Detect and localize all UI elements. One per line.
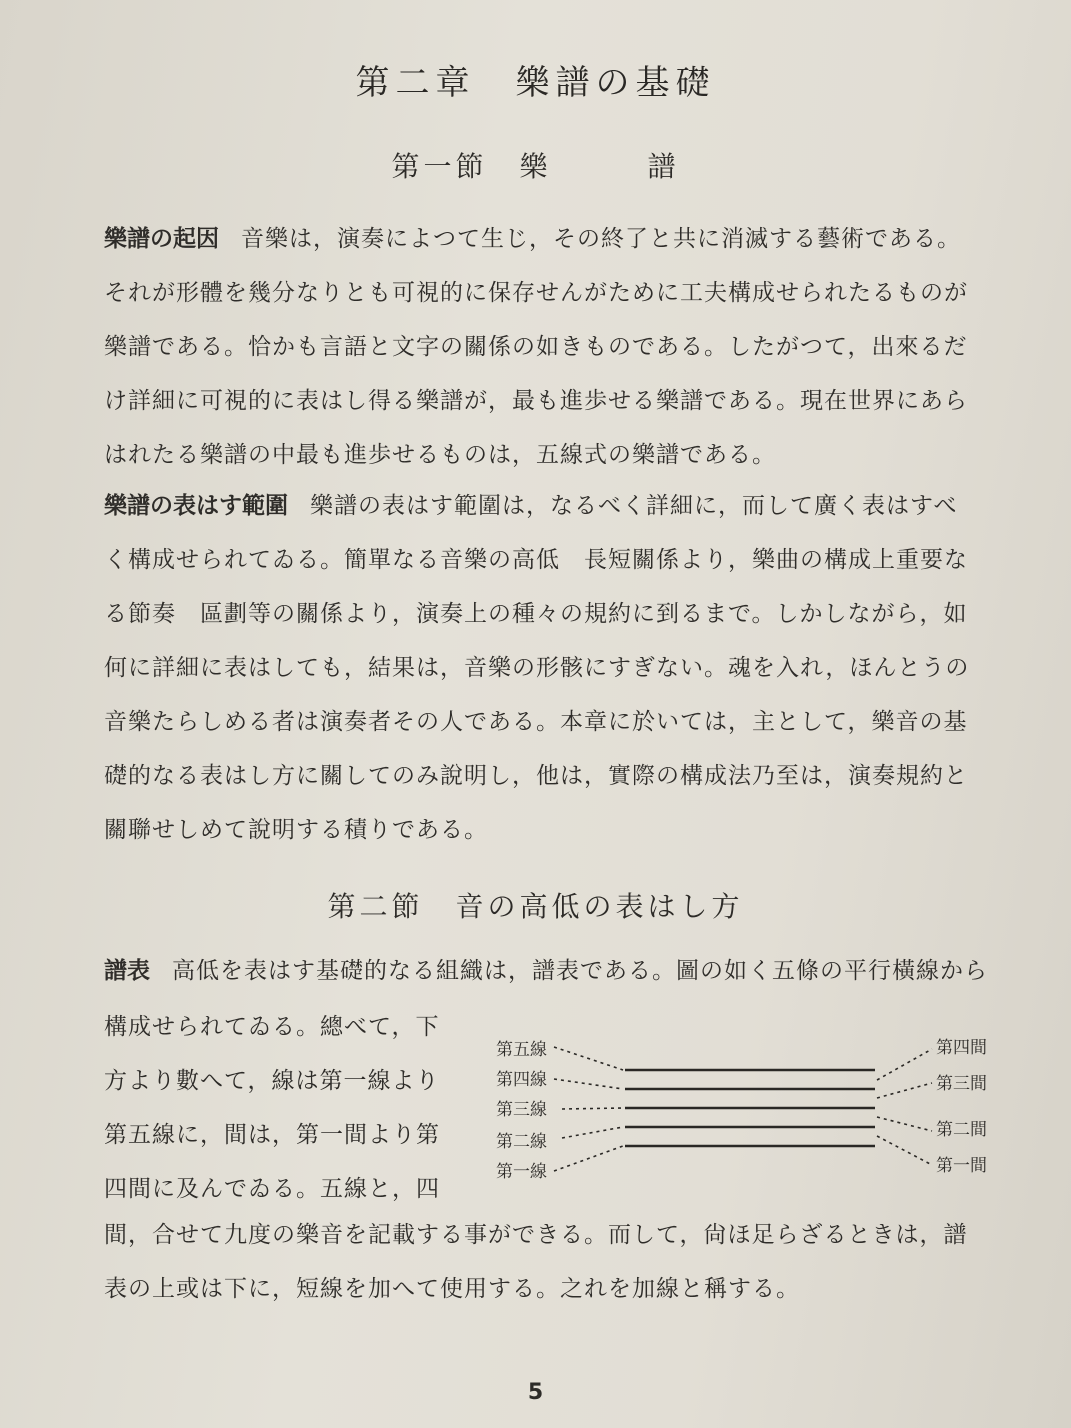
section-1-title xyxy=(0,145,1071,185)
chapter-title xyxy=(0,55,1071,104)
section-2-title-text: 第二節 音の高低の表はし方 xyxy=(327,890,744,923)
paragraph-text: 第五線に，間は，第一間より第 xyxy=(104,1122,440,1148)
paragraph-text: 四間に及んでゐる。五線と，四 xyxy=(104,1176,440,1202)
paragraph-text: 高低を表はす基礎的なる組織は，譜表である。圖の如く五條の平行橫線から xyxy=(172,958,988,984)
paragraph-text: 關聯せしめて說明する積りである。 xyxy=(104,817,488,843)
paragraph-scope-heading: 樂譜の表はす範圍 xyxy=(104,493,288,519)
page-number: 5 xyxy=(527,1380,544,1405)
paragraph-text: る節奏 區劃等の關係より，演奏上の種々の規約に到るまで。しかしながら，如 xyxy=(104,601,968,627)
paragraph-text: 表の上或は下に，短線を加へて使用する。之れを加線と稱する。 xyxy=(104,1276,800,1302)
paragraph-text: はれたる樂譜の中最も進歩せるものは，五線式の樂譜である。 xyxy=(104,442,776,468)
space-label-2: 第二間 xyxy=(936,1120,987,1140)
paragraph-text: 音樂は，演奏によつて生じ，その終了と共に消滅する藝術である。 xyxy=(241,226,961,252)
paragraph-text: 方より數へて，線は第一線より xyxy=(104,1068,440,1094)
line-label-3: 第三線 xyxy=(496,1100,547,1120)
paragraph-origin xyxy=(104,212,1010,482)
section-2-title xyxy=(0,885,1071,925)
paragraph-text: 礎的なる表はし方に關してのみ說明し，他は，實際の構成法乃至は，演奏規約と xyxy=(104,763,968,789)
paragraph-text: 音樂たらしめる者は演奏者その人である。本章に於いては，主として，樂音の基 xyxy=(104,709,968,735)
line-label-5: 第五線 xyxy=(496,1040,547,1060)
space-label-4: 第四間 xyxy=(936,1038,987,1058)
line-label-1: 第一線 xyxy=(496,1162,547,1182)
line-label-2: 第二線 xyxy=(496,1132,547,1152)
line-label-4: 第四線 xyxy=(496,1070,547,1090)
space-label-1: 第一間 xyxy=(936,1156,987,1176)
paragraph-origin-line-1 xyxy=(104,212,1010,266)
section-1-title-text: 第一節 樂 譜 xyxy=(391,150,680,183)
staff-diagram xyxy=(490,1025,1010,1200)
paragraph-staff-side xyxy=(104,1000,474,1216)
paragraph-staff-heading: 譜表 xyxy=(104,958,150,984)
paragraph-scope xyxy=(104,479,1010,857)
paragraph-text: く構成せられてゐる。簡單なる音樂の高低 長短關係より，樂曲の構成上重要な xyxy=(104,547,968,573)
paragraph-origin-heading: 樂譜の起因 xyxy=(104,226,219,252)
paragraph-staff-line-1 xyxy=(104,944,1010,998)
paragraph-staff-tail xyxy=(104,1208,1010,1316)
left-leaders xyxy=(554,1047,623,1171)
space-label-3: 第三間 xyxy=(936,1074,987,1094)
paragraph-text: 樂譜である。恰かも言語と文字の關係の如きものである。したがつて，出來るだ xyxy=(104,334,968,360)
paragraph-text: 樂譜の表はす範圍は，なるべく詳細に，而して廣く表はすべ xyxy=(310,493,958,519)
paragraph-text: 間，合せて九度の樂音を記載する事ができる。而して，尙ほ足らざるときは，譜 xyxy=(104,1222,968,1248)
paragraph-text: け詳細に可視的に表はし得る樂譜が，最も進歩せる樂譜である。現在世界にあら xyxy=(104,388,968,414)
paragraph-text: 何に詳細に表はしても，結果は，音樂の形骸にすぎない。魂を入れ，ほんとうの xyxy=(104,655,970,681)
paragraph-text: それが形體を幾分なりとも可視的に保存せんがために工夫構成せられたるものが xyxy=(104,280,968,306)
right-leaders xyxy=(877,1049,932,1165)
paragraph-text: 構成せられてゐる。總べて，下 xyxy=(104,1014,440,1040)
paragraph-scope-line-1 xyxy=(104,479,1010,533)
chapter-title-text: 第二章 樂譜の基礎 xyxy=(355,63,716,103)
paragraph-staff-intro xyxy=(104,944,1010,998)
